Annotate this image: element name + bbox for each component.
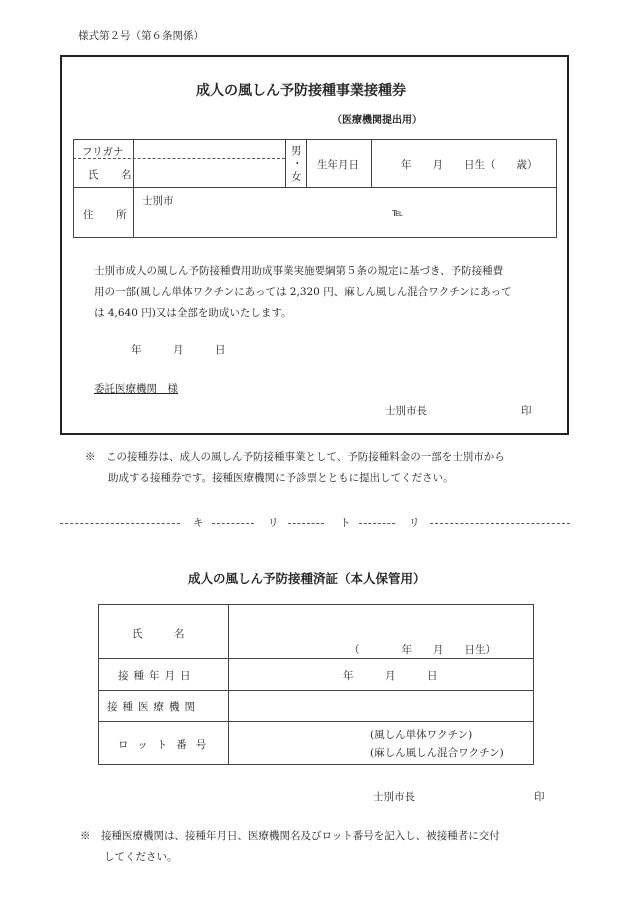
lot-number-label: ロット番号 bbox=[118, 739, 216, 751]
vaccination-date-label: 接種年月日 bbox=[118, 670, 196, 682]
certificate-seal: 印 bbox=[534, 791, 545, 803]
birthdate-label: 生年月日 bbox=[317, 159, 359, 171]
certificate-note-line-1: ※ 接種医療機関は、接種年月日、医療機関名及びロット番号を記入し、被接種者に交付 bbox=[80, 830, 500, 842]
lot-option-single[interactable]: (風しん単体ワクチン) bbox=[370, 729, 473, 741]
sex-female[interactable]: 女 bbox=[291, 171, 302, 183]
cut-char-2: リ bbox=[268, 517, 279, 529]
furigana-field[interactable] bbox=[136, 143, 284, 157]
sex-dot: ・ bbox=[292, 158, 303, 170]
cut-char-1: キ bbox=[193, 517, 204, 529]
cut-char-4: リ bbox=[409, 517, 420, 529]
coupon-issuer: 士別市長 bbox=[385, 405, 427, 417]
coupon-date-line[interactable]: 年 月 日 bbox=[131, 344, 226, 356]
coupon-addressee: 委託医療機関 様 bbox=[94, 383, 178, 395]
coupon-note-line-2: 助成する接種券です。接種医療機関に予診票とともに提出してください。 bbox=[108, 472, 454, 484]
certificate-title: 成人の風しん予防接種済証（本人保管用） bbox=[188, 571, 426, 586]
address-city: 士別市 bbox=[142, 195, 174, 207]
certificate-name-label: 氏 名 bbox=[132, 628, 185, 640]
address-field[interactable] bbox=[140, 205, 550, 233]
coupon-subtitle: （医療機関提出用） bbox=[332, 115, 422, 126]
certificate-note-line-2: してください。 bbox=[104, 851, 178, 863]
name-field[interactable] bbox=[136, 162, 284, 184]
address-label: 住 所 bbox=[83, 209, 133, 221]
name-label: 氏 名 bbox=[88, 169, 138, 181]
birthdate-field[interactable]: 年 月 日生（ 歳） bbox=[401, 159, 538, 171]
cut-char-3: ト bbox=[340, 517, 351, 529]
coupon-body-line-2: 用の一部(風しん単体ワクチンにあっては 2,320 円、麻しん風しん混合ワクチンにあって bbox=[94, 286, 512, 298]
furigana-label: フリガナ bbox=[82, 146, 124, 158]
lot-option-mixed[interactable]: (麻しん風しん混合ワクチン) bbox=[370, 747, 504, 759]
form-number-label: 様式第２号（第６条関係） bbox=[78, 30, 204, 42]
certificate-name-field[interactable] bbox=[236, 610, 526, 636]
tel-label: ℡ bbox=[392, 207, 404, 219]
certificate-issuer: 士別市長 bbox=[373, 791, 415, 803]
coupon-note-line-1: ※ この接種券は、成人の風しん予防接種事業として、予防接種料金の一部を士別市から bbox=[85, 451, 505, 463]
sex-male[interactable]: 男 bbox=[291, 145, 302, 157]
coupon-frame bbox=[60, 55, 569, 435]
certificate-birthdate[interactable]: （ 年 月 日生） bbox=[349, 644, 496, 656]
coupon-body-line-3: は 4,640 円)又は全部を助成いたします。 bbox=[94, 307, 292, 319]
vaccination-date-field[interactable]: 年 月 日 bbox=[343, 670, 438, 682]
coupon-seal: 印 bbox=[521, 405, 532, 417]
institution-label: 接種医療機関 bbox=[107, 701, 200, 713]
coupon-body-line-1: 士別市成人の風しん予防接種費用助成事業実施要綱第５条の規定に基づき、予防接種費 bbox=[94, 265, 504, 277]
coupon-title: 成人の風しん予防接種事業接種券 bbox=[196, 83, 406, 99]
institution-field[interactable] bbox=[236, 694, 526, 718]
